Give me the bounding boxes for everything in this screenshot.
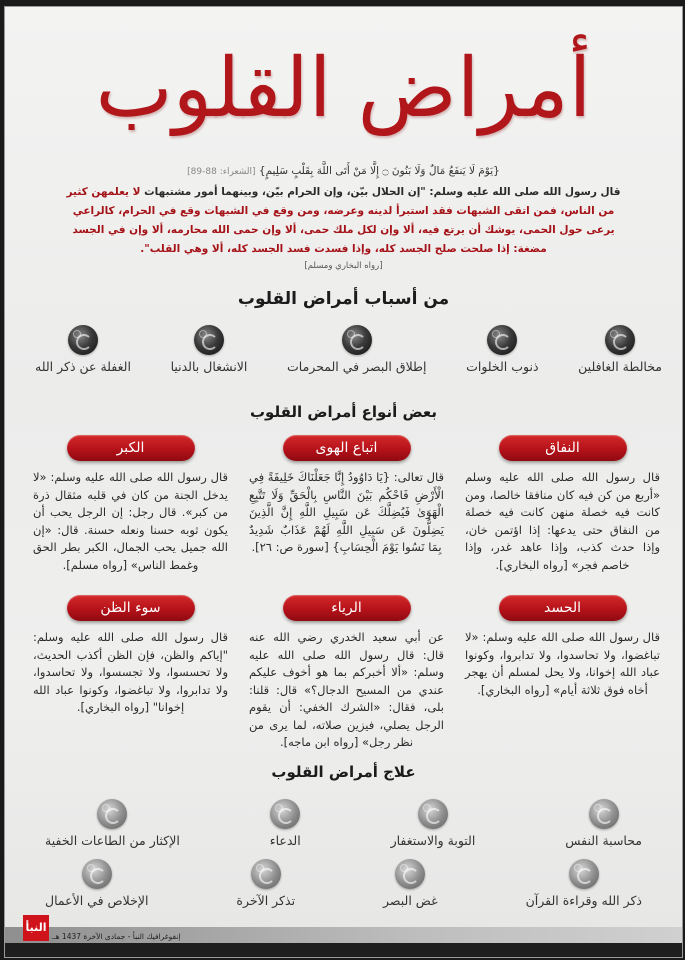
ornament-icon (194, 325, 224, 355)
types-row-1 (33, 435, 660, 574)
treatment-item (526, 859, 642, 908)
ornament-icon (270, 799, 300, 829)
causes-list (35, 325, 662, 374)
cause-label: مخالطة الغافلين (578, 359, 662, 374)
treatment-item (383, 859, 438, 908)
treatment-item (45, 799, 180, 848)
treatment-heading: علاج أمراض القلوب (271, 763, 416, 781)
ornament-icon (68, 325, 98, 355)
type-card (33, 595, 228, 752)
types-heading: بعض أنواع أمراض القلوب (249, 403, 438, 421)
type-text: قال رسول الله صلى الله عليه وسلم: "إياكم والظن، فإن الظن أكذب الحديث، ولا تحسسوا، ولا تجسسوا، ولا تحاسدوا، ولا تدابروا، ولا تباغضوا، وكونوا عباد الله إخوانا" [رواه البخاري]. (33, 630, 228, 714)
treatment-label: تذكر الآخرة (236, 893, 296, 908)
cause-label: ذنوب الخلوات (466, 359, 539, 374)
ornament-icon (487, 325, 517, 355)
type-text: قال تعالى: {يَا دَاوُودُ إِنَّا جَعَلْنَاكَ خَلِيفَةً فِي الْأَرْضِ فَاحْكُم بَيْنَ النَّاسِ بِالْحَقِّ وَلَا تَتَّبِعِ الْهَوَىٰ فَيُضِلَّكَ عَن سَبِيلِ اللَّهِ إِنَّ الَّذِينَ يَضِلُّونَ عَن سَبِيلِ اللَّهِ لَهُمْ عَذَابٌ شَدِيدٌ بِمَا نَسُوا يَوْمَ الْحِسَابِ} [سورة ص: ٢٦]. (249, 470, 444, 554)
cause-item (287, 325, 426, 374)
quran-verse (45, 165, 642, 177)
cause-item (578, 325, 662, 374)
type-title-pill: اتباع الهوى (283, 435, 411, 461)
treatment-label: التوبة والاستغفار (390, 833, 476, 848)
cause-label: الغفلة عن ذكر الله (35, 359, 131, 374)
type-card (465, 595, 660, 752)
footer-caption: إنفوغرافيك النبأ - جمادى الآخرة 1437 هـ. (51, 932, 181, 941)
treatment-label: ذكر الله وقراءة القرآن (525, 893, 642, 908)
type-text: قال رسول الله صلى الله عليه وسلم: «لا تباغضوا، ولا تحاسدوا، ولا تدابروا، وكونوا عباد الله إخوانا، ولا يحل لمسلم أن يهجر أخاه فوق ثلاثة أيام» [رواه البخاري]. (465, 630, 660, 697)
hadith-block (65, 183, 622, 273)
ornament-icon (569, 859, 599, 889)
treatment-label: الإخلاص في الأعمال (45, 893, 149, 908)
ornament-icon (395, 859, 425, 889)
cause-label: إطلاق البصر في المحرمات (287, 359, 427, 374)
hadith-body: إذا صلحت صلح الجسد كله، وإذا فسدت فسد الجسد كله، ألا وهي القلب". (140, 243, 514, 255)
cause-label: الانشغال بالدنيا (170, 359, 248, 374)
type-title-pill: الكبر (67, 435, 195, 461)
treatment-label: غض البصر (383, 893, 438, 908)
treatment-row-2 (45, 859, 642, 908)
publisher-logo: النبأ (23, 915, 49, 941)
ornament-icon (342, 325, 372, 355)
cause-item (171, 325, 248, 374)
types-row-2 (33, 595, 660, 752)
ornament-icon (605, 325, 635, 355)
verse-reference: [الشعراء: 88-89] (187, 167, 256, 177)
type-card (465, 435, 660, 574)
type-card (249, 595, 444, 752)
causes-heading: من أسباب أمراض القلوب (237, 289, 450, 309)
type-card (249, 435, 444, 574)
type-text: عن أبي سعيد الخدري رضي الله عنه قال: قال رسول الله صلى الله عليه وسلم: «ألا أخبركم بما هو أخوف عليكم عندي من المسيح الدجال؟» قال: قلنا: بلى، فقال: «الشرك الخفي: أن يقوم الرجل يصلي، فيزين صلاته، لما يرى من نظر رجل» [رواه ابن ماجه]. (249, 630, 444, 749)
type-text: قال رسول الله صلى الله عليه وسلم «أربع من كن فيه كان منافقا خالصا، ومن كانت فيه خصلة منهن كانت فيه خصلة من النفاق حتى يدعها: إذا اؤتمن خان، وإذا حدث كذب، وإذا عاهد غدر، وإذا خاصم فجر» [رواه البخاري]. (465, 470, 660, 572)
cause-item (466, 325, 538, 374)
treatment-label: محاسبة النفس (565, 833, 642, 848)
treatment-label: الدعاء (269, 833, 301, 848)
cause-item (35, 325, 131, 374)
page-title: أمراض القلوب (95, 41, 592, 136)
ornament-icon (82, 859, 112, 889)
treatment-item (236, 859, 295, 908)
footer-strip (5, 943, 682, 957)
treatment-item (391, 799, 476, 848)
type-card (33, 435, 228, 574)
hadith-intro: قال رسول الله صلى الله عليه وسلم: "إن الحلال بيّن، وإن الحرام بيّن، وبينهما أمور مشتبهات (144, 186, 621, 198)
type-title-pill: النفاق (499, 435, 627, 461)
infographic-page (4, 6, 683, 958)
treatment-item (270, 799, 301, 848)
treatment-item (565, 799, 642, 848)
treatment-row-1 (45, 799, 642, 848)
ornament-icon (589, 799, 619, 829)
hadith-highlight: لا يعلمهن كثير من الناس، فمن اتقى الشبهات فقد استبرأ لدينه وعرضه، ومن وقع في الشبهات وقع في الحرام، كالراعي يرعى حول الحمى، يوشك أن يرتع فيه، ألا وإن لكل ملك حمى، ألا وإن حمى الله محارمه، ألا وإن في الجسد مضغة: (66, 186, 615, 255)
ornament-icon (97, 799, 127, 829)
ornament-icon (418, 799, 448, 829)
type-text: قال رسول الله صلى الله عليه وسلم: «لا يدخل الجنة من كان في قلبه مثقال ذرة من كبر». قال رجل: إن الرجل يحب أن يكون ثوبه حسنا ونعله حسنة. قال: «إن الله جميل يحب الجمال، الكبر بطر الحق وغمط الناس» [رواه مسلم]. (33, 470, 228, 572)
type-title-pill: الرياء (283, 595, 411, 621)
treatment-item (45, 859, 148, 908)
type-title-pill: الحسد (499, 595, 627, 621)
ornament-icon (251, 859, 281, 889)
treatment-label: الإكثار من الطاعات الخفية (45, 833, 180, 848)
verse-text: {يَوْمَ لَا يَنفَعُ مَالٌ وَلَا بَنُونَ ۝ إِلَّا مَنْ أَتَى اللَّهَ بِقَلْبٍ سَلِيمٍ} (258, 165, 500, 177)
type-title-pill: سوء الظن (67, 595, 195, 621)
hadith-source: [رواه البخاري ومسلم] (304, 261, 383, 271)
